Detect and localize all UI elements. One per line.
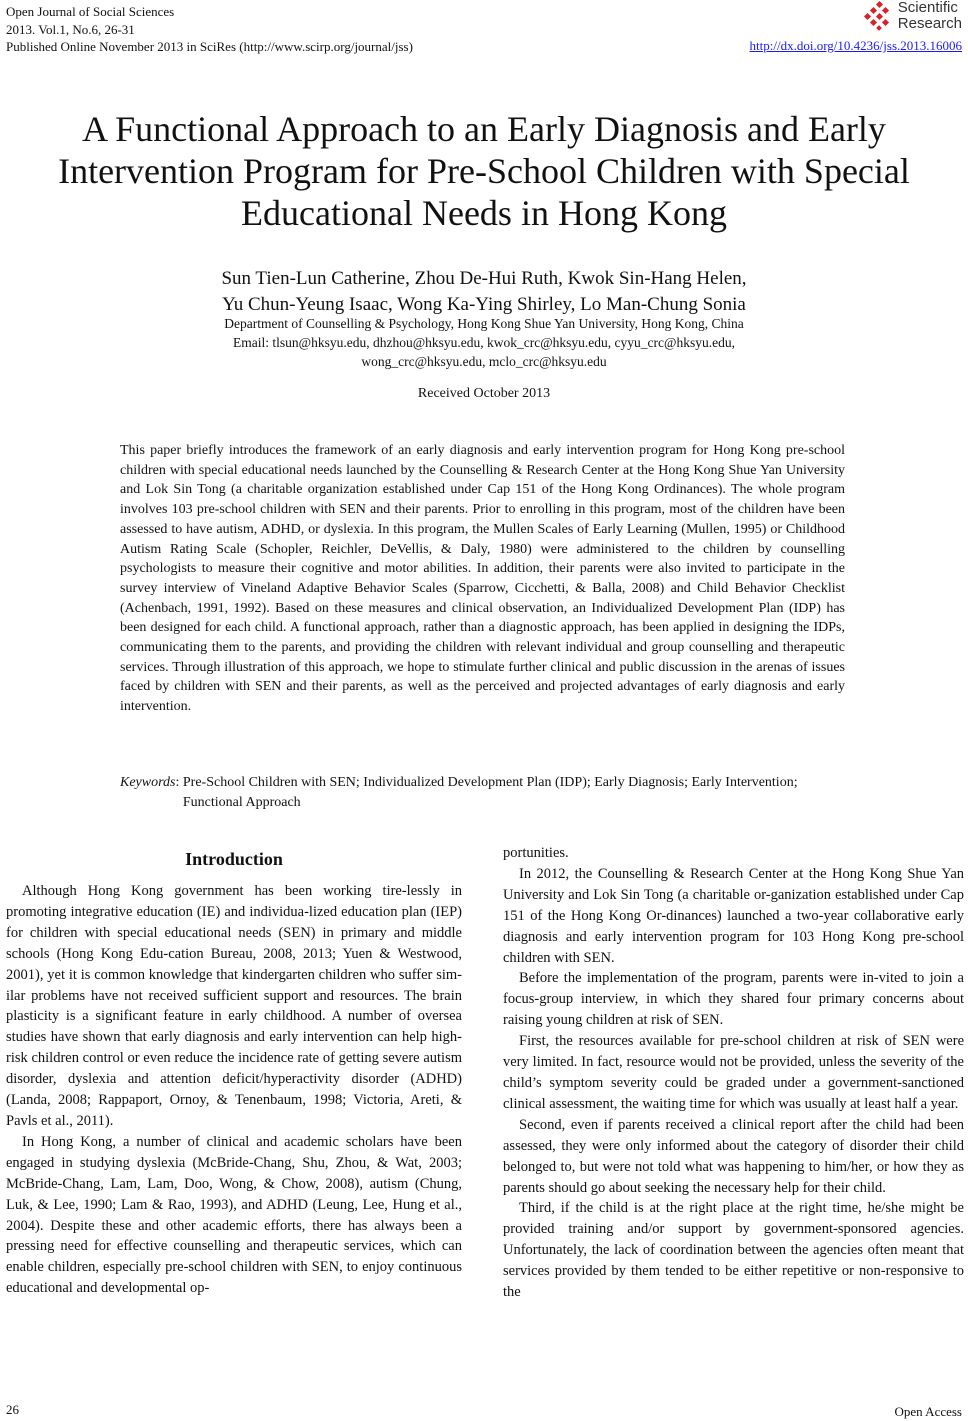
keywords-label-wrap: Keywords:: [120, 775, 183, 790]
received-date: Received October 2013: [417, 386, 551, 401]
body-paragraph: Second, even if parents received a clinical report after the child had been assessed, they were only informed about the category of disorder their child belonged to, but were not told what was happening to him/her, or how they as parents should go about seeking the necessary help for their child.: [503, 1116, 964, 1196]
affiliation: Department of Counselling & Psychology, Hong Kong Shue Yan University, Hong Kong, China: [224, 316, 744, 331]
logo-text: [898, 0, 962, 32]
journal-volume: 2013. Vol.1, No.6, 26-31: [6, 21, 135, 37]
scientific-research-logo-icon: [864, 1, 894, 31]
body-paragraph: In 2012, the Counselling & Research Center at the Hong Kong Shue Yan University and Lok Sin Tong (a charitable or-ganization established under Cap 151 of the Hong Kong Or-dinances) launched a two-year collaborative early diagnosis and early intervention program for 103 Hong Kong pre-school children with SEN.: [503, 865, 964, 966]
authors-line-1: Sun Tien-Lun Catherine, Zhou De-Hui Ruth, Kwok Sin-Hang Helen,: [221, 268, 747, 289]
keywords-list: Pre-School Children with SEN; Individualized Development Plan (IDP); Early Diagnosis; Early Intervention; Functional Approach: [182, 775, 798, 810]
body-paragraph-continued: portunities.: [503, 845, 569, 861]
footer-open-access: Open Access: [894, 1404, 962, 1419]
journal-name: Open Journal of Social Sciences: [6, 4, 175, 19]
page-number: 26: [6, 1402, 19, 1417]
right-column: [503, 843, 964, 1303]
doi-link[interactable]: http://dx.doi.org/10.4236/jss.2013.16006: [749, 38, 962, 53]
email-line-2: wong_crc@hksyu.edu, mclo_crc@hksyu.edu: [361, 354, 607, 369]
keywords-block: [120, 773, 860, 812]
authors: [0, 266, 968, 318]
body-paragraph: Third, if the child is at the right place at the right time, he/she might be provided training and/or support by government-sponsored agencies. Unfortunately, the lack of coordination between the agencies often meant that services provided by them tended to be either repetitive or non-responsive to the: [503, 1200, 964, 1301]
section-heading-introduction: Introduction: [185, 849, 283, 869]
email-line-1: Email: tlsun@hksyu.edu, dhzhou@hksyu.edu, kwok_crc@hksyu.edu, cyyu_crc@hksyu.edu,: [233, 335, 735, 350]
body-paragraph: Although Hong Kong government has been working tire-lessly in promoting integrative education (IE) and individua-lized education plan (IEP) for children with special educational needs (SEN) in primary and middle schools (Hong Kong Edu-cation Bureau, 2008, 2013; Yuen & Westwood, 2001), yet it is common knowledge that kindergarten children who suffer sim-ilar problems have not received sufficient support and resources. The brain plasticity is a significant feature in early childhood. A number of oversea studies have shown that early diagnosis and early intervention can help high-risk children control or even reduce the incidence rate of getting severe autism disorder, dyslexia and attention deficit/hyperactivity disorder (ADHD) (Landa, 2008; Rappaport, Ornoy, & Tenenbaum, 1998; Victoria, Areti, & Pavls et al., 2011).: [6, 883, 462, 1129]
keywords-label: Keywords: [120, 775, 176, 790]
journal-header: [6, 3, 413, 56]
logo-text-line1: Scientific: [897, 0, 958, 16]
publication-info: Published Online November 2013 in SciRes (http://www.scirp.org/journal/jss): [6, 39, 413, 54]
body-paragraph: First, the resources available for pre-school children at risk of SEN were very limited. In fact, resource would not be provided, unless the severity of the child’s symptom severity could be graded under a government-sanctioned clinical assessment, the waiting time for which was usually at least half a year.: [503, 1033, 964, 1112]
authors-line-2: Yu Chun-Yeung Isaac, Wong Ka-Ying Shirley, Lo Man-Chung Sonia: [222, 294, 746, 315]
left-column: [6, 843, 462, 1299]
body-paragraph: In Hong Kong, a number of clinical and academic scholars have been engaged in studying dyslexia (McBride-Chang, Shu, Zhou, & Wat, 2003; McBride-Chang, Lam, Lam, Doo, Wong, & Chow, 2008), autism (Chung, Luk, & Lee, 1990; Lam & Rao, 1993), and ADHD (Leung, Lee, Hung et al., 2004). Despite these and other academic efforts, there has always been a pressing need for effective counselling and therapeutic services, which can enable children, especially pre-school children with SEN, to enjoy continuous educational and developmental op-: [6, 1133, 462, 1297]
affiliation-block: [0, 314, 968, 371]
logo-text-line2: Research: [897, 15, 962, 32]
paper-title: A Functional Approach to an Early Diagnosis and Early Intervention Program for Pre-School Children with Special Educational Needs in Hong Kong: [58, 109, 910, 233]
abstract: This paper briefly introduces the framework of an early diagnosis and early intervention program for Hong Kong pre-school children with special educational needs launched by the Counselling & Research Center at the Hong Kong Shue Yan University and Lok Sin Tong (a charitable organization established under Cap 151 of the Hong Kong Ordinances). The whole program involves 103 pre-school children with SEN and their parents. Prior to enrolling in this program, most of the children have been assessed to have autism, ADHD, or dyslexia. In this program, the Mullen Scales of Early Learning (Mullen, 1995) or Childhood Autism Rating Scale (Schopler, Reichler, DeVellis, & Daly, 1980) were administered to the children by counselling psychologists to measure their cognitive and motor abilities. In addition, their parents were also invited to participate in the survey interview of Vineland Adaptive Behavior Scales (Sparrow, Cicchetti, & Balla, 2008) and Child Behavior Checklist (Achenbach, 1991, 1992). Based on these measures and clinical observation, an Individualized Development Plan (IDP) has been designed for each child. A functional approach, rather than a diagnostic approach, has been applied in designing the IDPs, communicating them to the parents, and providing the children with relevant individual and group counselling and therapeutic services. Through illustration of this approach, we hope to stimulate further clinical and public discussion in the arenas of issues faced by children with SEN and their parents, as well as the perceived and projected advantages of early diagnosis and early intervention.: [120, 443, 845, 715]
body-paragraph: Before the implementation of the program, parents were in-vited to join a focus-group interview, in which they shared four primary concerns about raising young children at risk of SEN.: [503, 970, 964, 1029]
publisher-logo: [864, 0, 962, 32]
